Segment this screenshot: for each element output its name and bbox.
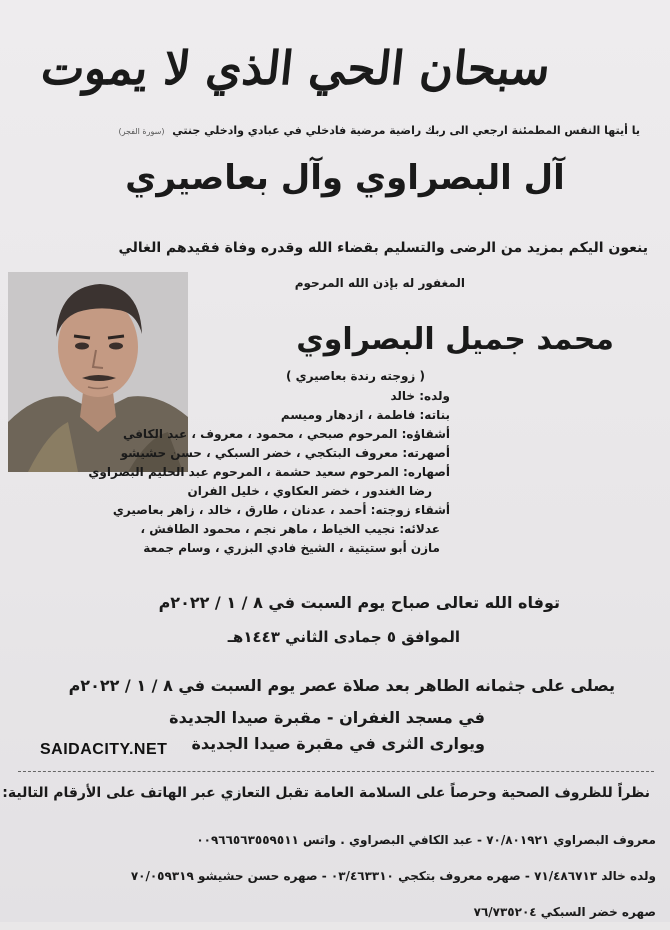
- family-line-in-laws-cont: رضا الغندور ، خضر العكاوي ، خليل الفران: [187, 484, 432, 498]
- family-line-son: ولده: خالد: [390, 389, 450, 403]
- verse-reference: (سورة الفجر): [118, 127, 165, 136]
- deceased-name: محمد جميل البصراوي: [296, 322, 614, 357]
- funeral-prayer-line: يصلى على جثمانه الطاهر بعد صلاة عصر يوم السبت في ٨ / ١ / ٢٠٢٢م: [68, 676, 615, 695]
- site-watermark: SAIDACITY.NET: [40, 741, 168, 758]
- family-line-co-in-laws-cont: مازن أبو ستيتية ، الشيخ فادي البزري ، وسام جمعة: [143, 541, 440, 555]
- quran-verse: [40, 124, 640, 137]
- phone-numbers: [6, 822, 656, 930]
- section-divider: [18, 771, 654, 772]
- families-heading: آل البصراوي وآل بعاصيري: [125, 158, 565, 198]
- death-date-hijri: الموافق ٥ جمادى الثاني ١٤٤٣هـ: [227, 628, 460, 646]
- late-label: المغفور له بإذن الله المرحوم: [294, 276, 465, 290]
- family-line-daughters: بناته: فاطمة ، ازدهار وميسم: [280, 408, 450, 422]
- family-line-brothers-in-law: أصهرته: معروف البتكجي ، خضر السبكي ، حسن حشيشو: [120, 446, 450, 460]
- phone-line: معروف البصراوي ٧٠/٨٠١٩٢١ - عبد الكافي البصراوي . واتس ٠٠٩٦٦٥٦٣٥٥٩٥١١: [196, 833, 656, 847]
- announcement-line: ينعون اليكم بمزيد من الرضى والتسليم بقضاء الله وقدره وفاة فقيدهم الغالي: [118, 240, 648, 256]
- family-line-brothers: أشقاؤه: المرحوم صبحي ، محمود ، معروف ، عبد الكافي: [122, 427, 450, 441]
- calligraphy-heading: سبحان الحي الذي لا يموت: [38, 41, 553, 95]
- phone-line: ولده خالد ٧١/٤٨٦٧١٣ - صهره معروف بتكجي ٠٣/٤٦٣٣١٠ - صهره حسن حشيشو ٧٠/٠٥٩٣١٩: [130, 869, 656, 883]
- death-date-gregorian: توفاه الله تعالى صباح يوم السبت في ٨ / ١ / ٢٠٢٢م: [158, 593, 560, 612]
- family-line-wife-brothers: أشقاء زوجته: أحمد ، عدنان ، طارق ، خالد ، زاهر بعاصيري: [112, 503, 450, 517]
- condolence-notice: نظراً للظروف الصحية وحرصاً على السلامة العامة تقبل التعازي عبر الهاتف على الأرقام التالية:: [2, 785, 650, 801]
- deceased-wife: ( زوجته رندة بعاصيري ): [285, 369, 425, 383]
- family-line-co-in-laws: عدلائه: نجيب الخياط ، ماهر نجم ، محمود الطافش ،: [140, 522, 440, 536]
- family-members-list: [0, 387, 450, 558]
- funeral-place-line: في مسجد الغفران - مقبرة صيدا الجديدة: [169, 708, 485, 727]
- verse-text: يا أيتها النفس المطمئنة ارجعي الى ربك راضية مرضية فادخلي في عبادي وادخلي جنتي: [172, 124, 640, 137]
- family-line-in-laws: أصهاره: المرحوم سعيد حشمة ، المرحوم عبد الحليم البصراوي: [88, 465, 450, 479]
- burial-place-line: ويوارى الثرى في مقبرة صيدا الجديدة: [191, 734, 485, 753]
- phone-line: صهره خضر السبكي ٧٦/٧٣٥٢٠٤: [473, 905, 656, 919]
